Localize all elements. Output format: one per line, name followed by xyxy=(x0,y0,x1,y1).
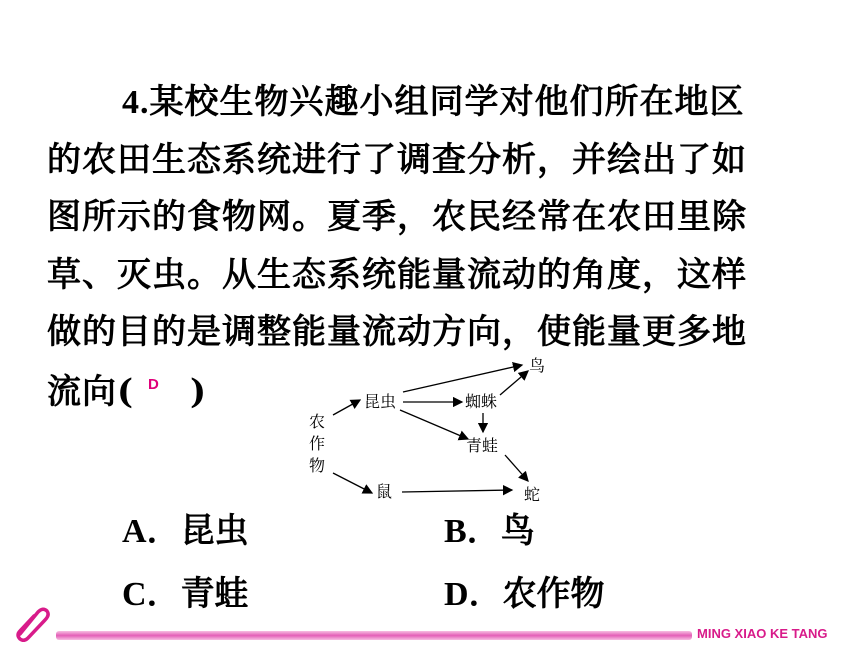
option-c[interactable]: C．青蛙 xyxy=(122,574,249,614)
arrow-insect-frog xyxy=(400,410,468,439)
node-crop: 农 作 物 xyxy=(308,412,325,475)
option-d[interactable]: D．农作物 xyxy=(444,574,605,614)
node-frog: 青蛙 xyxy=(466,436,499,455)
question-line-2: 的农田生态系统进行了调查分析，并绘出了如 xyxy=(47,140,747,180)
brand-label: MING XIAO KE TANG xyxy=(697,626,828,641)
node-mouse: 鼠 xyxy=(376,482,393,501)
node-snake: 蛇 xyxy=(524,485,541,504)
paperclip-icon xyxy=(12,604,52,642)
arrow-insect-bird xyxy=(403,365,522,392)
arrow-mouse-snake xyxy=(402,490,512,492)
food-web-arrows xyxy=(300,355,560,510)
option-b[interactable]: B．鸟 xyxy=(444,511,535,551)
arrow-frog-snake xyxy=(505,455,528,481)
node-bird: 鸟 xyxy=(529,356,546,375)
question-line-4: 草、灭虫。从生态系统能量流动的角度，这样 xyxy=(47,255,747,295)
node-insect: 昆虫 xyxy=(364,392,397,411)
arrow-spider-bird xyxy=(500,371,528,395)
food-web-diagram xyxy=(300,355,560,510)
node-spider: 蜘蛛 xyxy=(465,392,498,411)
arrow-crop-insect xyxy=(333,400,360,415)
question-number: 4. xyxy=(122,84,150,121)
closing-paren: ) xyxy=(190,372,207,412)
question-line-6: 流向( xyxy=(47,372,135,412)
arrow-crop-mouse xyxy=(333,473,372,493)
answer-mark: D xyxy=(148,376,159,393)
option-a[interactable]: A．昆虫 xyxy=(122,511,249,551)
question-line-5: 做的目的是调整能量流动方向，使能量更多地 xyxy=(47,312,747,352)
question-line-1: 4.某校生物兴趣小组同学对他们所在地区 xyxy=(122,82,745,122)
question-line-3: 图所示的食物网。夏季，农民经常在农田里除 xyxy=(47,197,747,237)
footer-bar xyxy=(56,631,692,640)
